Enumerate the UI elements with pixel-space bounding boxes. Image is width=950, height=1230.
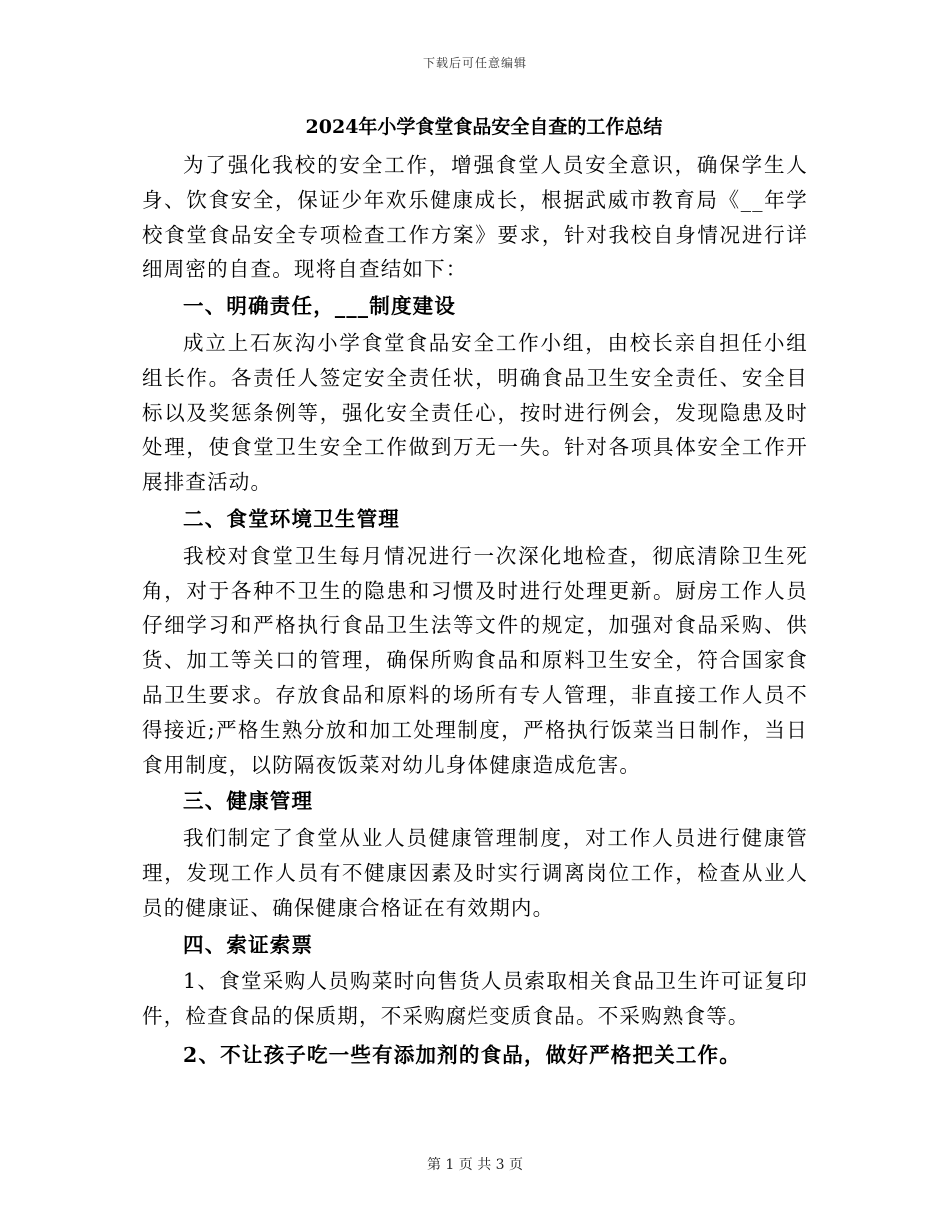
item-2-bold: 2、不让孩子吃一些有添加剂的食品，做好严格把关工作。 [183, 1042, 741, 1067]
section-body-4: 1、食堂采购人员购菜时向售货人员索取相关食品卫生许可证复印件，检查食品的保质期，不采购腐烂变质食品。不采购熟食等。 [142, 969, 808, 1029]
section-heading-1: 一、明确责任，___制度建设 [183, 294, 457, 319]
document-title: 2024年小学食堂食品安全自查的工作总结 [305, 116, 663, 138]
section-body-1: 成立上石灰沟小学食堂食品安全工作小组，由校长亲自担任小组组长作。各责任人签定安全责任状，明确食品卫生安全责任、安全目标以及奖惩条例等，强化安全责任心，按时进行例会，发现隐患及时处理，使食堂卫生安全工作做到万无一失。针对各项具体安全工作开展排查活动。 [142, 330, 808, 495]
intro-paragraph: 为了强化我校的安全工作，增强食堂人员安全意识，确保学生人身、饮食安全，保证少年欢乐健康成长，根据武威市教育局《__年学校食堂食品安全专项检查工作方案》要求，针对我校自身情况进行详细周密的自查。现将自查结如下： [142, 153, 808, 282]
section-body-2: 我校对食堂卫生每月情况进行一次深化地检查，彻底清除卫生死角，对于各种不卫生的隐患和习惯及时进行处理更新。厨房工作人员仔细学习和严格执行食品卫生法等文件的规定，加强对食品采购、供货、加工等关口的管理，确保所购食品和原料卫生安全，符合国家食品卫生要求。存放食品和原料的场所有专人管理，非直接工作人员不得接近;严格生熟分放和加工处理制度，严格执行饭菜当日制作，当日食用制度，以防隔夜饭菜对幼儿身体健康造成危害。 [142, 543, 808, 777]
page-header-note: 下载后可任意编辑 [422, 56, 527, 70]
section-heading-3: 三、健康管理 [183, 789, 314, 814]
section-heading-2: 二、食堂环境卫生管理 [183, 506, 400, 531]
section-body-3: 我们制定了食堂从业人员健康管理制度，对工作人员进行健康管理，发现工作人员有不健康因素及时实行调离岗位工作，检查从业人员的健康证、确保健康合格证在有效期内。 [142, 826, 808, 920]
document-body [142, 112, 808, 1073]
page-number: 第 1 页 共 3 页 [426, 1157, 524, 1173]
section-heading-4: 四、索证索票 [183, 932, 314, 957]
